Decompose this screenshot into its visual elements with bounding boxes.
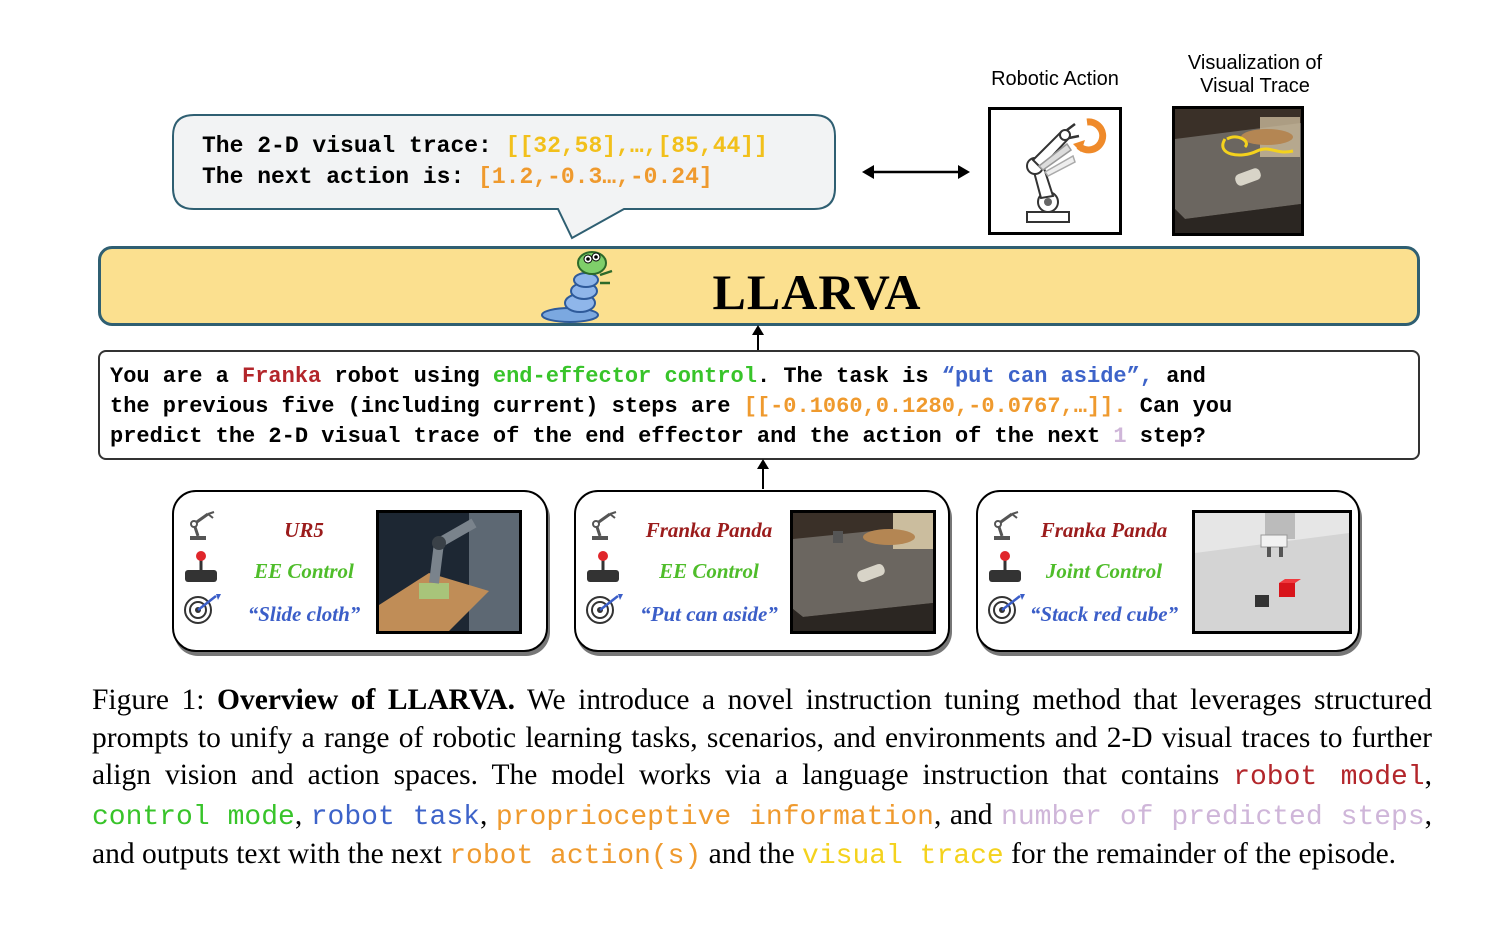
visual-trace-prefix: The 2-D visual trace: <box>202 133 506 159</box>
joystick-icon <box>984 550 1026 584</box>
llarva-title: LLARVA <box>712 264 922 320</box>
figure-caption <box>92 682 1432 876</box>
caption-control-mode: control mode <box>92 801 295 833</box>
output-speech-bubble <box>172 114 836 210</box>
prompt-text: You are a <box>110 364 243 389</box>
caterpillar-mascot-icon <box>540 245 620 325</box>
robotic-action-label: Robotic Action <box>991 68 1119 90</box>
card-robot-task: “Stack red cube” <box>1029 602 1179 626</box>
caption-text: and the <box>701 838 803 871</box>
visual-trace-output-line <box>202 133 768 159</box>
prompt-line-1 <box>110 364 1206 389</box>
caption-text: , <box>1424 759 1432 792</box>
prompt-line-3 <box>110 424 1206 449</box>
robot-arm-icon <box>582 508 624 542</box>
card-robot-model: Franka Panda <box>645 518 773 542</box>
card-control-mode: Joint Control <box>1045 559 1163 583</box>
card-robot-task: “Slide cloth” <box>247 602 361 626</box>
prompt-line-2 <box>110 394 1232 419</box>
up-arrow-icon <box>750 324 766 352</box>
caption-proprioceptive-info: proprioceptive information <box>495 801 934 833</box>
stack-cube-sim-photo <box>1192 510 1352 634</box>
prompt-proprioceptive-info: [[-0.1060,0.1280,-0.0767,…]]. <box>743 394 1127 419</box>
next-action-output-line <box>202 164 713 190</box>
caption-text: , and outputs text with the next <box>92 798 1433 871</box>
robotic-action-panel <box>988 107 1122 235</box>
next-action-prefix: The next action is: <box>202 164 479 190</box>
llarva-model-bar <box>98 246 1420 326</box>
scenario-card-ur5 <box>172 490 548 652</box>
target-icon <box>180 592 222 626</box>
prompt-text: and <box>1153 364 1206 389</box>
robot-arm-icon <box>991 110 1119 232</box>
target-icon <box>582 592 624 626</box>
prompt-text: . The task is <box>756 364 942 389</box>
caption-num-steps: number of predicted steps <box>1001 801 1425 833</box>
prompt-text: step? <box>1126 424 1206 449</box>
robot-arm-icon <box>180 508 222 542</box>
joystick-icon <box>180 550 222 584</box>
prompt-text: Can you <box>1126 394 1233 419</box>
franka-put-can-photo <box>790 510 936 634</box>
card-robot-model: Franka Panda <box>1040 518 1168 542</box>
prompt-num-steps: 1 <box>1113 424 1127 449</box>
joystick-icon <box>582 550 624 584</box>
robot-arm-icon <box>984 508 1026 542</box>
visual-trace-label-line1: Visualization of <box>1187 52 1323 74</box>
ur5-scene-photo <box>376 510 522 634</box>
prompt-text: the previous five (including current) steps are <box>110 394 744 419</box>
prompt-robot-model: Franka <box>242 364 322 389</box>
caption-title: Overview of LLARVA. <box>217 684 515 716</box>
caption-text: We introduce a novel instruction tuning method that leverages structured prompts to unify a range of robotic learning tasks, scenarios, and environments and 2-D visual traces to further align vision and action spaces. The model works via a language instruction that contains <box>92 684 1432 792</box>
prompt-control-mode: end-effector control <box>492 364 757 389</box>
card-robot-task: “Put can aside” <box>640 602 778 626</box>
caption-robot-actions: robot action(s) <box>449 841 702 873</box>
caption-robot-task: robot task <box>310 801 480 833</box>
language-instruction-prompt <box>98 350 1420 460</box>
caption-text: , <box>294 798 311 831</box>
prompt-text: robot using <box>321 364 493 389</box>
visual-trace-photo <box>1172 106 1304 236</box>
prompt-text: predict the 2-D visual trace of the end effector and the action of the next <box>110 424 1114 449</box>
caption-visual-trace: visual trace <box>802 841 1004 873</box>
card-robot-model: UR5 <box>284 518 324 542</box>
prompt-robot-task: “put can aside”, <box>941 364 1154 389</box>
caption-figure-label: Figure 1: <box>92 684 218 716</box>
double-arrow-icon <box>860 160 972 184</box>
visual-trace-value: [[32,58],…,[85,44]] <box>505 133 768 159</box>
caption-text: , <box>479 798 496 831</box>
visual-trace-label-line2: Visual Trace <box>1200 75 1310 97</box>
scenario-card-franka-joint <box>976 490 1360 652</box>
caption-text: , and <box>933 798 1002 831</box>
visual-trace-label <box>1160 52 1350 98</box>
card-control-mode: EE Control <box>659 559 759 583</box>
up-arrow-icon <box>755 458 771 490</box>
caption-text: for the remainder of the episode. <box>1003 838 1397 871</box>
card-control-mode: EE Control <box>254 559 354 583</box>
target-icon <box>984 592 1026 626</box>
caption-robot-model: robot model <box>1233 762 1425 794</box>
scenario-card-franka-ee <box>574 490 950 652</box>
next-action-value: [1.2,-0.3…,-0.24] <box>478 164 713 190</box>
